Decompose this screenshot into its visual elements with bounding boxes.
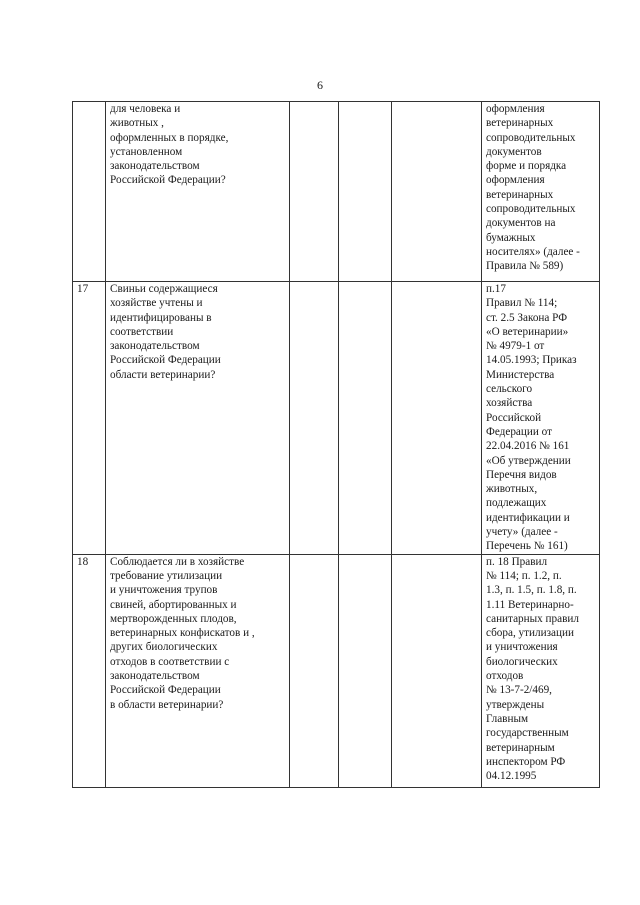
question-cell [106,282,290,555]
legal-reference-text: п.17 Правил № 114; ст. 2.5 Закона РФ «О ветеринарии» № 4979-1 от 14.05.1993; Приказ Министерства сельского хозяйства Российской Федерации от 22.04.2016 № 161 «Об утверждении Перечня видов животных, подлежащих идентификации и учету» (далее - Перечень № 161) [486,283,577,553]
question-text: Свиньи содержащиеся хозяйстве учтены и идентифицированы в соответствии законодательством Российской Федерации области ветеринарии? [110,283,221,381]
row-number: 17 [77,283,89,295]
empty-cell [339,554,392,787]
legal-reference-cell [482,282,600,555]
question-text: для человека и животных , оформленных в порядке, установленном законодательством Российской Федерации? [110,103,229,187]
table-row [73,554,600,787]
empty-cell [290,102,339,282]
row-number-cell [73,102,106,282]
row-number-cell [73,554,106,787]
row-number: 18 [77,555,89,568]
question-cell [106,554,290,787]
legal-reference-text: оформления ветеринарных сопроводительных документов форме и порядка оформления ветеринарных сопроводительных документов на бумажных носителях» (далее - Правила № 589) [486,103,580,273]
empty-cell [339,282,392,555]
empty-cell [392,282,482,555]
empty-cell [392,554,482,787]
checklist-table [72,101,600,788]
question-cell [106,102,290,282]
legal-reference-text: п. 18 Правил № 114; п. 1.2, п. 1.3, п. 1.5, п. 1.8, п. 1.11 Ветеринарно- санитарных правил сбора, утилизации и уничтожения биологических отходов № 13-7-2/469, утверждены Главным государственным ветеринарным инспектором РФ 04.12.1995 [486,555,579,783]
legal-reference-cell [482,554,600,787]
page-number: 6 [317,78,323,92]
empty-cell [339,102,392,282]
table-row [73,282,600,555]
question-text: Соблюдается ли в хозяйстве требование утилизации и уничтожения трупов свиней, абортированных и мертворожденных плодов, ветеринарных конфискатов и , других биологических отходов в соответствии с законодательством Российской Федерации в области ветеринарии? [110,555,255,711]
legal-reference-cell [482,102,600,282]
row-number-cell [73,282,106,555]
empty-cell [290,282,339,555]
empty-cell [392,102,482,282]
empty-cell [290,554,339,787]
table-row [73,102,600,282]
